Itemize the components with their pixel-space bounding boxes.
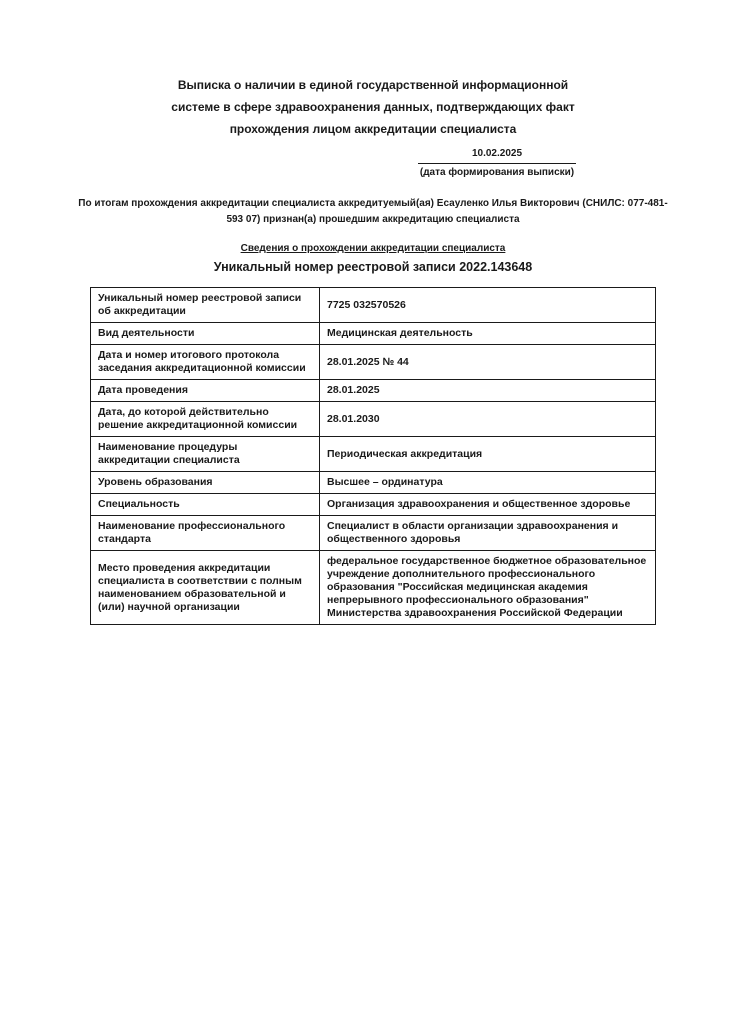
- row-label: Место проведения аккредитации специалиста в соответствии с полным наименованием образовательной и (или) научной организации: [91, 551, 320, 625]
- row-value: федеральное государственное бюджетное образовательное учреждение дополнительного профессионального образования "Российская медицинская академия непрерывного профессионального образования" Министерства здравоохранения Российской Федерации: [320, 551, 656, 625]
- issue-date-block: [418, 147, 576, 179]
- row-label: Специальность: [91, 494, 320, 516]
- table-row: [91, 323, 656, 345]
- row-value: Медицинская деятельность: [320, 323, 656, 345]
- row-value: Организация здравоохранения и общественное здоровье: [320, 494, 656, 516]
- issue-date-caption: (дата формирования выписки): [419, 167, 575, 178]
- intro-paragraph: По итогам прохождения аккредитации специалиста аккредитуемый(ая) Есауленко Илья Викторович (СНИЛС: 077-481-593 07) признан(а) прошедшим аккредитацию специалиста: [78, 198, 668, 225]
- row-label: Дата и номер итогового протокола заседания аккредитационной комиссии: [91, 345, 320, 380]
- row-label: Дата проведения: [91, 380, 320, 402]
- row-value: 28.01.2025: [320, 380, 656, 402]
- row-value: 28.01.2025 № 44: [320, 345, 656, 380]
- issue-date: 10.02.2025: [418, 147, 576, 164]
- table-row: [91, 472, 656, 494]
- row-value: 7725 032570526: [320, 288, 656, 323]
- table-row: [91, 402, 656, 437]
- registry-heading: Уникальный номер реестровой записи 2022.143648: [213, 260, 533, 274]
- row-label: Наименование профессионального стандарта: [91, 516, 320, 551]
- row-value: 28.01.2030: [320, 402, 656, 437]
- row-value: Высшее – ординатура: [320, 472, 656, 494]
- section-heading: Сведения о прохождении аккредитации специалиста: [240, 243, 506, 254]
- table-row: [91, 516, 656, 551]
- accreditation-table: [90, 287, 656, 625]
- row-label: Дата, до которой действительно решение аккредитационной комиссии: [91, 402, 320, 437]
- row-value: Специалист в области организации здравоохранения и общественного здоровья: [320, 516, 656, 551]
- row-label: Уровень образования: [91, 472, 320, 494]
- row-label: Наименование процедуры аккредитации специалиста: [91, 437, 320, 472]
- row-value: Периодическая аккредитация: [320, 437, 656, 472]
- document-title: Выписка о наличии в единой государственной информационной системе в сфере здравоохранения данных, подтверждающих факт прохождения лицом аккредитации специалиста: [171, 78, 575, 136]
- table-row: [91, 551, 656, 625]
- row-label: Уникальный номер реестровой записи об аккредитации: [91, 288, 320, 323]
- table-row: [91, 437, 656, 472]
- table-row: [91, 380, 656, 402]
- table-row: [91, 494, 656, 516]
- table-row: [91, 288, 656, 323]
- row-label: Вид деятельности: [91, 323, 320, 345]
- table-row: [91, 345, 656, 380]
